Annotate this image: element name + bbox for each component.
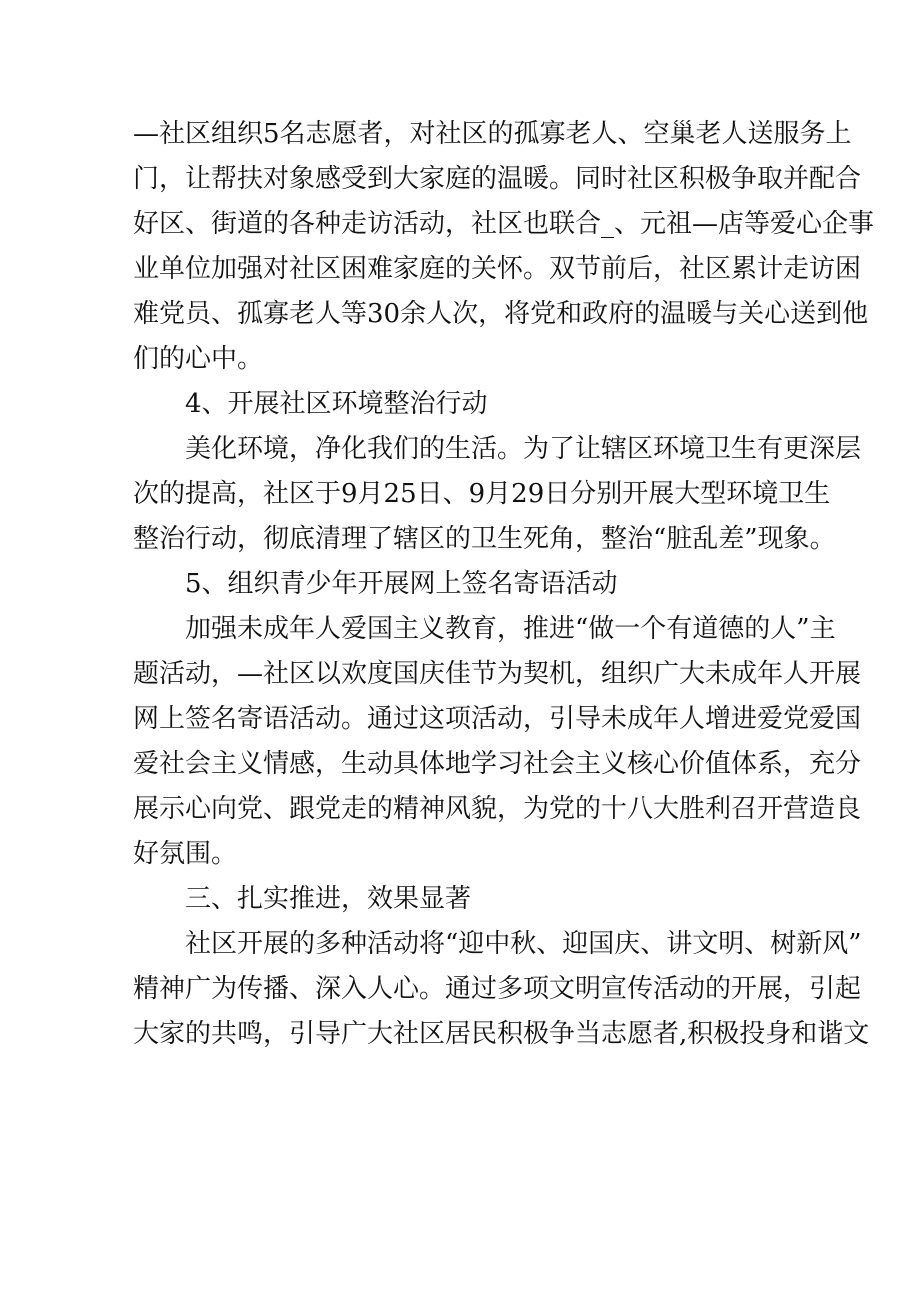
text-line: 次的提高，社区于9月25日、9月29日分别开展大型环境卫生 bbox=[133, 479, 831, 509]
text-line: 好区、街道的各种走访活动，社区也联合_、元祖—店等爱心企事 bbox=[133, 209, 875, 239]
text-line: 题活动，—社区以欢度国庆佳节为契机，组织广大未成年人开展 bbox=[133, 659, 862, 689]
text-line: 们的心中。 bbox=[133, 344, 264, 374]
document-body bbox=[133, 112, 875, 1057]
text-line: 社区开展的多种活动将“迎中秋、迎国庆、讲文明、树新风” bbox=[185, 929, 862, 959]
text-line: 整治行动，彻底清理了辖区的卫生死角，整治“脏乱差”现象。 bbox=[133, 524, 836, 554]
text-line: 大家的共鸣，引导广大社区居民积极争当志愿者,积极投身和谐文 bbox=[133, 1019, 870, 1049]
text-line: 精神广为传播、深入人心。通过多项文明宣传活动的开展，引起 bbox=[133, 974, 862, 1004]
text-line: 难党员、孤寡老人等30余人次，将党和政府的温暖与关心送到他 bbox=[133, 299, 869, 329]
text-line: 加强未成年人爱国主义教育，推进“做一个有道德的人”主 bbox=[185, 614, 836, 644]
text-line: 网上签名寄语活动。通过这项活动，引导未成年人增进爱党爱国 bbox=[133, 704, 862, 734]
text-line: 爱社会主义情感，生动具体地学习社会主义核心价值体系，充分 bbox=[133, 749, 862, 779]
text-line: 好氛围。 bbox=[133, 839, 238, 869]
text-line: 4、开展社区环境整治行动 bbox=[185, 389, 488, 419]
text-line: 业单位加强对社区困难家庭的关怀。双节前后，社区累计走访困 bbox=[133, 254, 862, 284]
text-line: 门，让帮扶对象感受到大家庭的温暖。同时社区积极争取并配合 bbox=[133, 164, 862, 194]
text-line: —社区组织5名志愿者，对社区的孤寡老人、空巢老人送服务上 bbox=[133, 119, 852, 149]
text-line: 三、扎实推进，效果显著 bbox=[185, 884, 472, 914]
text-line: 美化环境，净化我们的生活。为了让辖区环境卫生有更深层 bbox=[185, 434, 862, 464]
text-line: 展示心向党、跟党走的精神风貌，为党的十八大胜利召开营造良 bbox=[133, 794, 862, 824]
text-line: 5、组织青少年开展网上签名寄语活动 bbox=[185, 569, 618, 599]
